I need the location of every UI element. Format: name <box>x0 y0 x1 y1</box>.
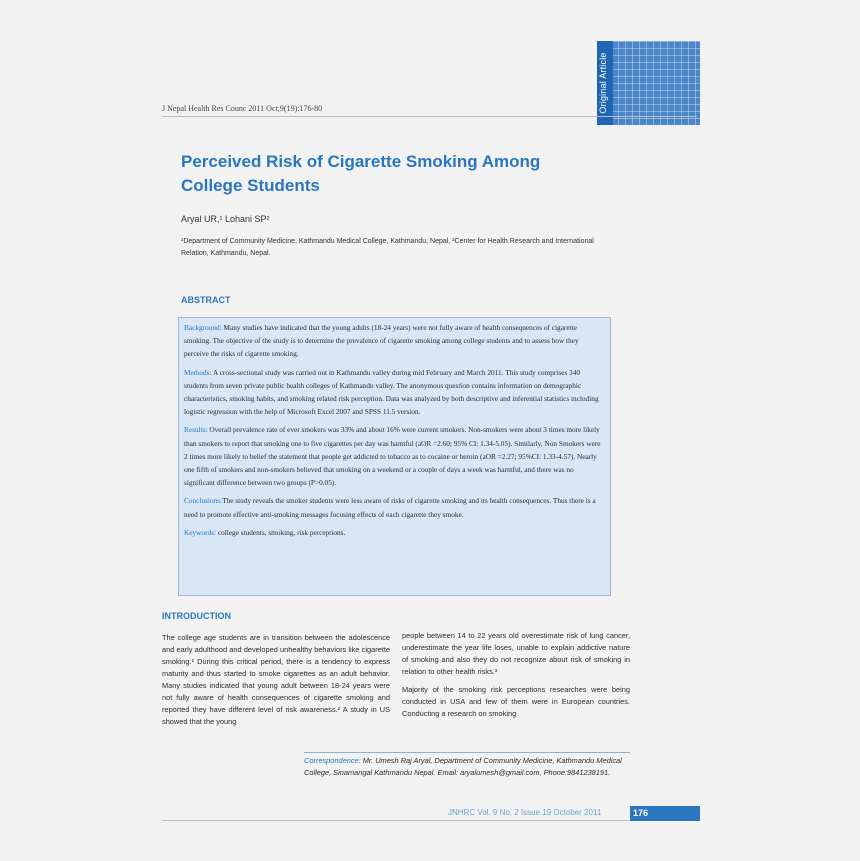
correspondence-block <box>304 755 630 779</box>
intro-paragraph: The college age students are in transition between the adolescence and early adulthood and developed unhealthy behaviors like cigarette smoking.¹ During this critical period, there is a tendency to express maturity and thus started to smoke cigarettes as an adult behavior. Many studies indicated that young adult between 18-24 years were not fully aware of health consequences of cigarette smoking and reported they have different level of risk awareness.² A study in US showed that the young <box>162 633 390 726</box>
body-column-left <box>162 632 390 734</box>
abstract-conclusions <box>184 494 605 520</box>
methods-text: A cross-sectional study was carried out in Kathmandu valley during mid February and March 2011. This study comprises 340 students from seven private public health colleges of Kathmandu valley. The anonymous question contains information on demographic characteristics, smoking habits, and smoking related risk perception. Data was analyzed by both descriptive and inferential statistics including logistic regression with the help of Microsoft Excel 2007 and SPSS 11.5 version. <box>184 367 599 417</box>
abstract-methods <box>184 366 605 419</box>
background-label: Background: <box>184 323 222 332</box>
article-title: Perceived Risk of Cigarette Smoking Among College Students <box>181 152 541 195</box>
keywords-text: college students, smoking, risk perceptions. <box>216 527 346 537</box>
abstract-results <box>184 423 605 489</box>
correspondence-divider <box>304 752 630 753</box>
article-authors: Aryal UR,¹ Lohani SP² <box>181 214 270 224</box>
intro-paragraph: Majority of the smoking risk perceptions researches were being conducted in USA and few of them were in European countries. Conducting a research on smoking <box>402 685 630 718</box>
keywords-label: Keywords: <box>184 527 217 537</box>
abstract-box <box>178 317 611 596</box>
page-number: 176 <box>630 806 700 821</box>
header-divider <box>162 116 697 117</box>
conclusions-text: The study reveals the smoker students were less aware of risks of cigarette smoking and its health consequences. Thus there is a need to promote effective anti-smoking messages focusing effects of each cigarette they smoke. <box>184 496 596 519</box>
correspondence-label: Correspondence: <box>304 756 361 765</box>
intro-paragraph: people between 14 to 22 years old overestimate risk of lung cancer, underestimate the year life loses, unable to explain addictive nature of smoking and also they do not recognize about risk of smoking in relation to other health risks.³ <box>402 631 630 676</box>
body-column-right <box>402 630 630 726</box>
abstract-heading: ABSTRACT <box>181 295 231 305</box>
results-text: Overall prevalence rate of ever smokers was 33% and about 16% were current smokers. Non-smokers were about 3 times more likely than smokers to report that smoking one to five cigarettes per day was harmful (aOR =2.60; 95% CI: 1.34-5.05). Similarly, Non Smokers were 2 times more likely to belief the statement that people get addicted to tobacco as to cocaine or heroin (aOR =2.27; 95%CI: 1.33-4.57). Nearly one fifth of smokers and non-smokers believed that smoking on a weekend or a couple of days a week was harmful, and there was no significant difference between two groups (P>0.05). <box>184 425 601 488</box>
article-type-label: Original Article <box>598 52 608 114</box>
correspondence-text: Mr. Umesh Raj Aryal, Department of Community Medicine, Kathmandu Medical College, Sinamangal Kathmandu Nepal. Email: aryalumesh@gmail.com, Phone:9841238191. <box>304 756 622 777</box>
author-affiliations: ¹Department of Community Medicine, Kathmandu Medical College, Kathmandu, Nepal, ²Center for Health Research and International Relation, Kathmandu, Nepal. <box>181 238 594 257</box>
abstract-background <box>184 321 605 361</box>
background-text: Many studies have indicated that the young adults (18-24 years) were not fully aware of health consequences of cigarette smoking. The objective of the study is to determine the prevalence of cigarette smoking among college students and to assess how they perceive the risks of cigarette smoking. <box>184 323 579 359</box>
footer-divider <box>162 820 630 821</box>
journal-reference: J Nepal Health Res Counc 2011 Oct;9(19):176-80 <box>162 104 323 113</box>
article-type-tab <box>597 41 700 125</box>
abstract-keywords <box>184 526 605 539</box>
article-type-strip <box>597 41 613 125</box>
conclusions-label: Conclusions: <box>184 496 223 506</box>
introduction-heading: INTRODUCTION <box>162 611 231 621</box>
footer-journal-issue: JNHRC Vol. 9 No. 2 Issue 19 October 2011 <box>448 808 602 817</box>
results-label: Results: <box>184 425 208 435</box>
methods-label: Methods: <box>184 367 212 377</box>
